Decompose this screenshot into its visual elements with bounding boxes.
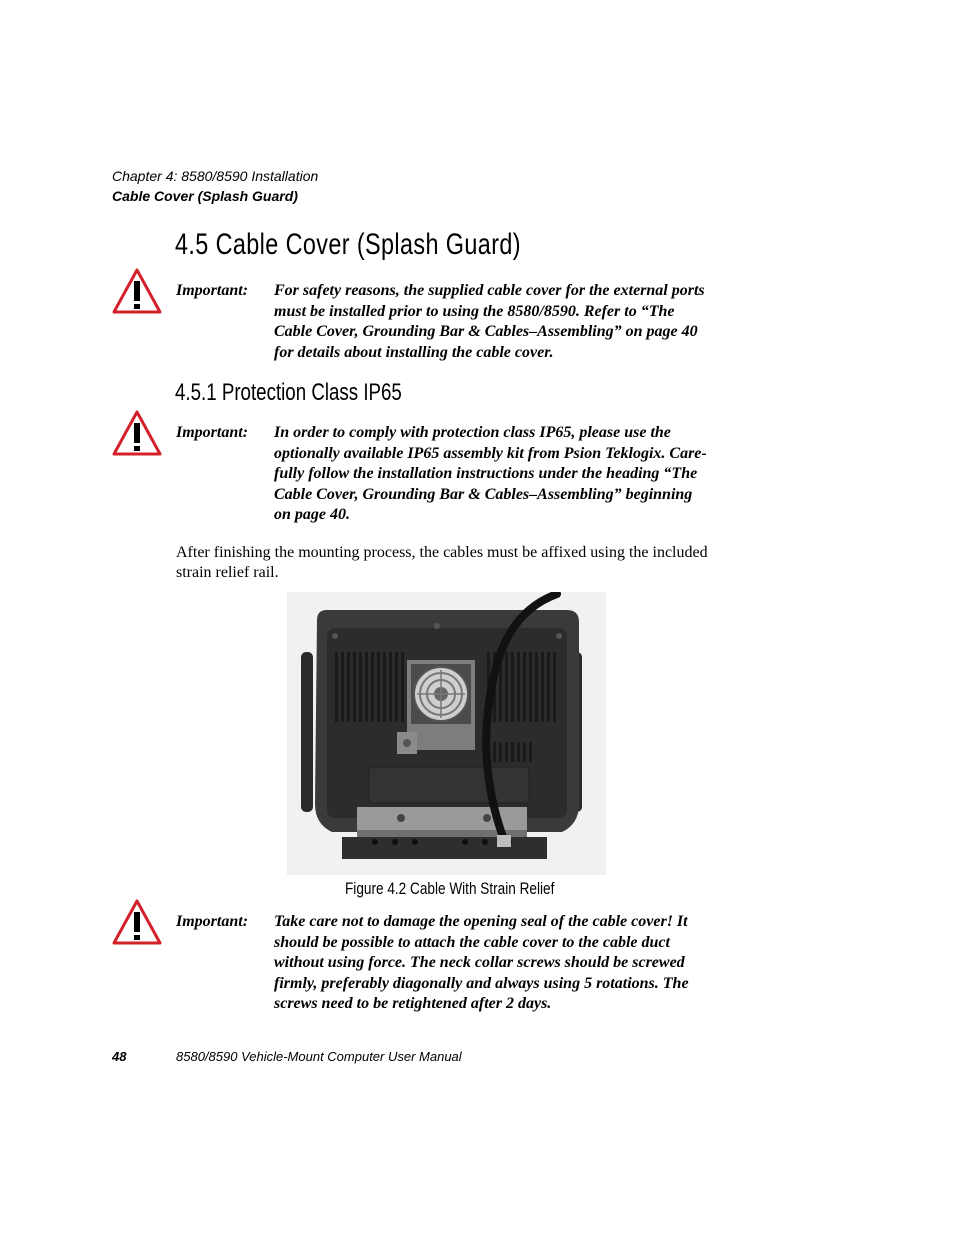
important-label: Important:: [176, 282, 249, 299]
note-line: on page 40.: [274, 506, 350, 523]
page-number: 48: [112, 1049, 127, 1064]
warning-icon: [112, 268, 162, 314]
paragraph-line: strain relief rail.: [176, 564, 279, 581]
important-note-2: [274, 423, 744, 526]
warning-icon: [112, 410, 162, 456]
note-line: without using force. The neck collar screws should be screwed: [274, 954, 685, 971]
note-line: fully follow the installation instructions under the heading “The: [274, 465, 698, 482]
figure-caption: Figure 4.2 Cable With Strain Relief: [345, 879, 555, 898]
note-line: Cable Cover, Grounding Bar & Cables–Assembling” on page 40: [274, 323, 698, 340]
important-note-3: [274, 912, 744, 1015]
note-line: In order to comply with protection class IP65, please use the: [274, 424, 671, 441]
important-label: Important:: [176, 913, 249, 930]
cable-strain-relief-photo: [287, 592, 606, 875]
important-label: Important:: [176, 424, 249, 441]
running-header-chapter: Chapter 4: 8580/8590 Installation: [112, 168, 319, 184]
paragraph-line: After finishing the mounting process, the cables must be affixed using the included: [176, 544, 708, 561]
note-line: screws need to be retightened after 2 days.: [274, 995, 552, 1012]
note-line: should be possible to attach the cable cover to the cable duct: [274, 933, 670, 951]
note-line: Cable Cover, Grounding Bar & Cables–Assembling” beginning: [274, 485, 693, 503]
warning-icon: [112, 899, 162, 945]
body-paragraph: [176, 543, 756, 583]
subsection-title: 4.5.1 Protection Class IP65: [175, 379, 402, 406]
section-title: 4.5 Cable Cover (Splash Guard): [175, 228, 521, 261]
note-line: Take care not to damage the opening seal of the cable cover! It: [274, 913, 688, 930]
note-line: must be installed prior to using the 8580/8590. Refer to “The: [274, 302, 675, 320]
note-line: for details about installing the cable cover.: [274, 343, 554, 361]
running-header-section: Cable Cover (Splash Guard): [112, 188, 298, 204]
note-line: firmly, preferably diagonally and always using 5 rotations. The: [274, 974, 689, 992]
note-line: optionally available IP65 assembly kit from Psion Teklogix. Care-: [274, 444, 707, 462]
note-line: For safety reasons, the supplied cable cover for the external ports: [274, 282, 705, 299]
footer-manual-title: 8580/8590 Vehicle-Mount Computer User Manual: [176, 1049, 462, 1064]
important-note-1: [274, 281, 744, 363]
